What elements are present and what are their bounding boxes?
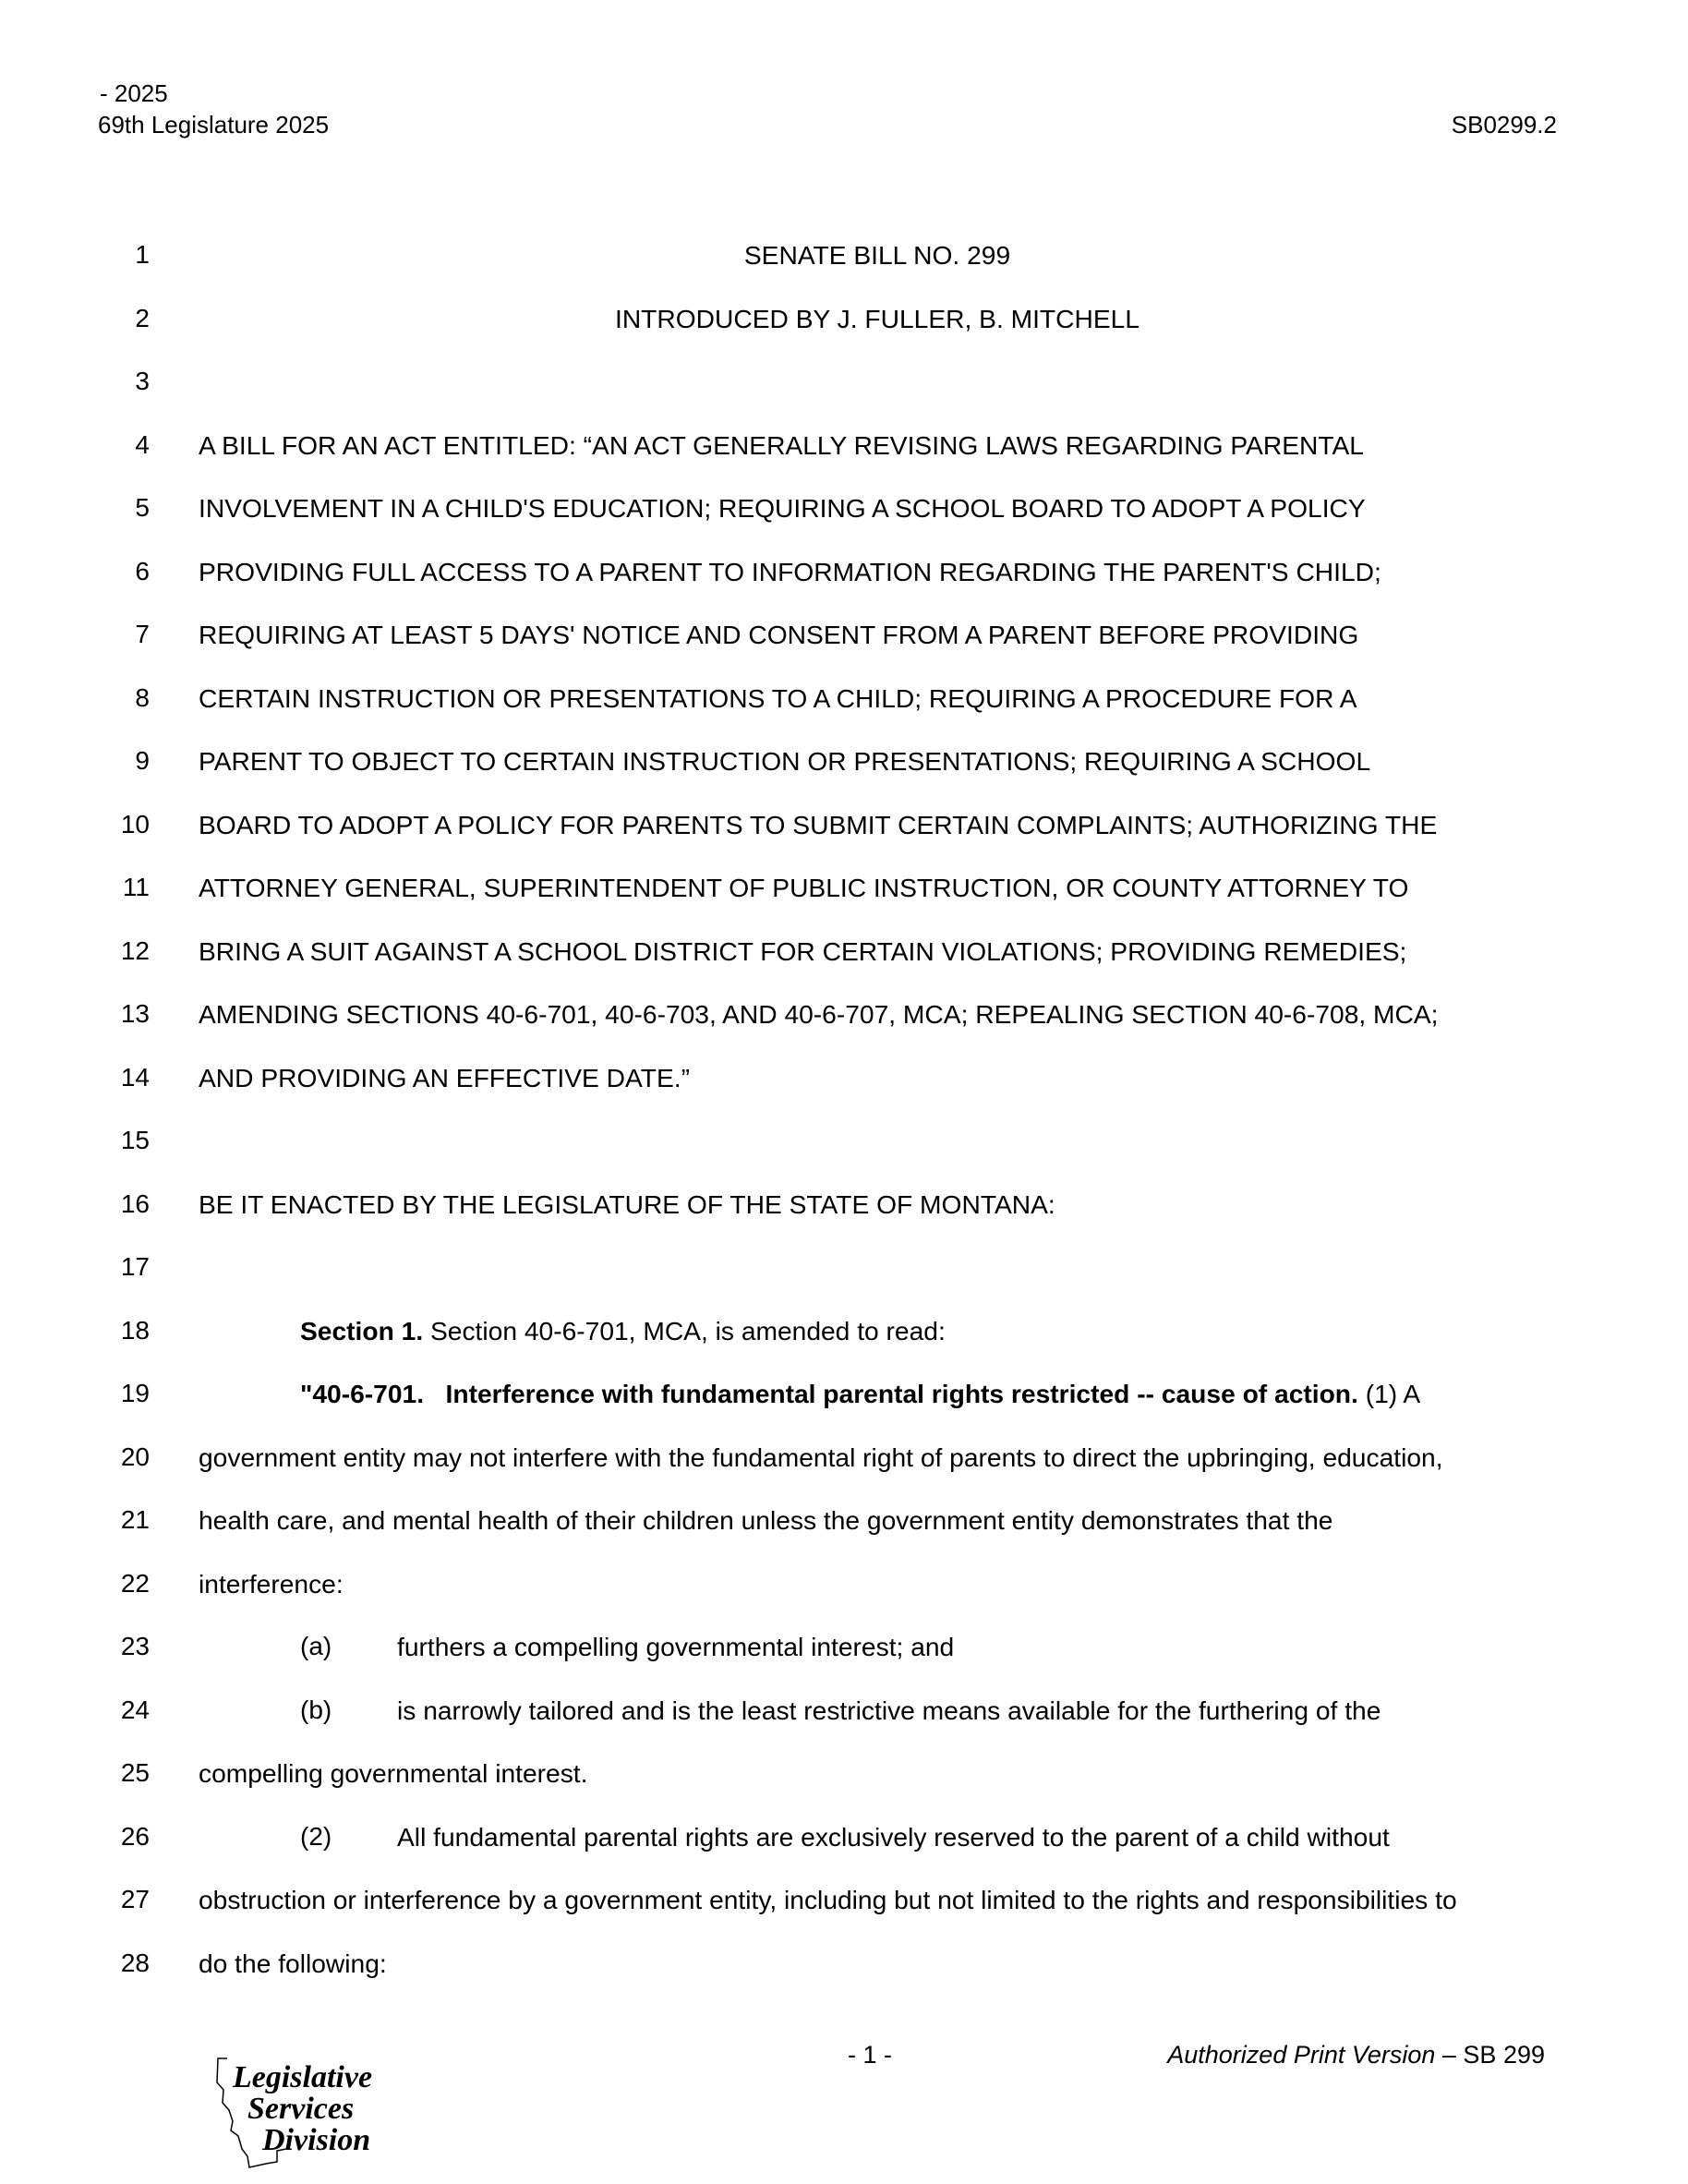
bill-line [0, 1628, 1688, 1665]
line-text: SENATE BILL NO. 299 [743, 240, 1011, 270]
bill-line [0, 1502, 1688, 1538]
bill-code: SB0299.2 [1451, 111, 1557, 139]
line-text [300, 1375, 1420, 1412]
line-text: REQUIRING AT LEAST 5 DAYS' NOTICE AND CONSENT FROM A PARENT BEFORE PROVIDING [199, 620, 1359, 649]
line-number: 25 [120, 1758, 150, 1787]
line-text [300, 1312, 946, 1349]
bill-line [0, 1375, 1688, 1412]
line-text: BOARD TO ADOPT A POLICY FOR PARENTS TO SUBMIT CERTAIN COMPLAINTS; AUTHORIZING THE [199, 809, 1438, 839]
line-text: BE IT ENACTED BY THE LEGISLATURE OF THE STATE OF MONTANA: [199, 1189, 1055, 1219]
line-number: 16 [120, 1189, 150, 1218]
line-text: health care, and mental health of their children unless the government entity demonstrates that the [199, 1505, 1333, 1535]
bill-line [0, 1249, 1688, 1285]
line-number: 5 [135, 493, 150, 522]
line-number: 7 [135, 620, 150, 648]
bill-line [0, 1059, 1688, 1096]
line-text: A BILL FOR AN ACT ENTITLED: “AN ACT GENERALLY REVISING LAWS REGARDING PARENTAL [199, 429, 1364, 460]
line-rest: (1) A [1357, 1379, 1421, 1408]
bill-line [0, 1312, 1688, 1349]
bill-line [0, 742, 1688, 779]
line-text: AND PROVIDING AN EFFECTIVE DATE.” [199, 1062, 690, 1092]
line-bold-heading: Section 1. [300, 1315, 424, 1345]
bill-line [0, 933, 1688, 970]
line-text: interference: [199, 1568, 344, 1599]
line-text: government entity may not interfere with the fundamental right of parents to direct the upbringing, education, [199, 1442, 1443, 1472]
line-number: 23 [120, 1632, 150, 1660]
print-version-italic: Authorized Print Version [1167, 2041, 1436, 2069]
bill-line [0, 427, 1688, 464]
bill-line [0, 1565, 1688, 1602]
bill-line [0, 363, 1688, 400]
line-number: 10 [120, 809, 150, 839]
line-number: 4 [135, 429, 150, 459]
bill-line [0, 995, 1688, 1032]
print-version-suffix: – SB 299 [1435, 2041, 1545, 2069]
line-number: 12 [120, 935, 150, 965]
line-number: 6 [135, 556, 150, 585]
legislative-services-division-logo [212, 2055, 397, 2166]
line-text: INVOLVEMENT IN A CHILD'S EDUCATION; REQUIRING A SCHOOL BOARD TO ADOPT A POLICY [199, 493, 1366, 523]
subsection-label: (2) [300, 1821, 332, 1851]
line-number: 11 [122, 873, 150, 901]
logo-text-services: Services [247, 2092, 355, 2126]
bill-line [0, 1945, 1688, 1982]
line-text: PARENT TO OBJECT TO CERTAIN INSTRUCTION OR PRESENTATIONS; REQUIRING A SCHOOL [199, 746, 1371, 776]
subsection-label: (a) [300, 1632, 332, 1660]
line-rest: Section 40-6-701, MCA, is amended to read: [423, 1315, 946, 1345]
line-number: 13 [120, 999, 150, 1028]
line-number: 22 [120, 1568, 150, 1598]
line-number: 19 [120, 1379, 150, 1407]
line-text: BRING A SUIT AGAINST A SCHOOL DISTRICT FOR CERTAIN VIOLATIONS; PROVIDING REMEDIES; [199, 935, 1407, 966]
draft-label: - 2025 [100, 79, 168, 107]
line-text: obstruction or interference by a government entity, including but not limited to the rights and responsibilities to [199, 1885, 1457, 1914]
line-text: ATTORNEY GENERAL, SUPERINTENDENT OF PUBLIC INSTRUCTION, OR COUNTY ATTORNEY TO [199, 873, 1409, 902]
bill-line [0, 1881, 1688, 1918]
bill-line [0, 553, 1688, 590]
line-number: 2 [135, 303, 150, 332]
line-number: 9 [135, 746, 150, 775]
logo-text-legislative: Legislative [233, 2060, 373, 2094]
line-text: AMENDING SECTIONS 40-6-701, 40-6-703, AND 40-6-707, MCA; REPEALING SECTION 40-6-708, MCA; [199, 999, 1439, 1029]
bill-line [0, 489, 1688, 526]
logo-text-division: Division [262, 2123, 371, 2157]
bill-line [0, 680, 1688, 717]
line-text: furthers a compelling governmental interest; and [397, 1632, 955, 1661]
bill-line [0, 1122, 1688, 1159]
line-number: 27 [120, 1885, 150, 1913]
bill-line [0, 1439, 1688, 1476]
bill-line [0, 1755, 1688, 1792]
line-number: 17 [120, 1252, 150, 1281]
bill-line [0, 869, 1688, 906]
line-bold-heading: "40-6-701. Interference with fundamental parental rights restricted -- cause of action. [300, 1379, 1358, 1408]
line-text: INTRODUCED BY J. FULLER, B. MITCHELL [614, 303, 1140, 333]
line-number: 8 [135, 682, 150, 712]
bill-line [0, 1692, 1688, 1729]
bill-line [0, 300, 1688, 337]
bill-line [0, 236, 1688, 273]
line-text: PROVIDING FULL ACCESS TO A PARENT TO INFORMATION REGARDING THE PARENT'S CHILD; [199, 556, 1381, 586]
line-number: 28 [120, 1948, 150, 1977]
line-number: 18 [120, 1315, 150, 1345]
line-number: 14 [120, 1062, 150, 1092]
line-number: 20 [120, 1442, 150, 1471]
line-text: is narrowly tailored and is the least restrictive means available for the furthering of the [397, 1695, 1381, 1725]
bill-line [0, 1818, 1688, 1855]
page-number: - 1 - [848, 2041, 893, 2069]
bill-line [0, 806, 1688, 843]
line-text: CERTAIN INSTRUCTION OR PRESENTATIONS TO A CHILD; REQUIRING A PROCEDURE FOR A [199, 682, 1357, 713]
line-number: 26 [120, 1821, 150, 1851]
bill-line [0, 616, 1688, 653]
line-text: do the following: [199, 1948, 387, 1978]
line-text: compelling governmental interest. [199, 1758, 588, 1788]
subsection-label: (b) [300, 1695, 332, 1724]
legislature-label: 69th Legislature 2025 [98, 111, 330, 139]
line-text: All fundamental parental rights are exclusively reserved to the parent of a child without [397, 1821, 1390, 1852]
line-number: 24 [120, 1695, 150, 1724]
line-number: 21 [120, 1505, 150, 1534]
print-version-label [1167, 2041, 1545, 2069]
line-number: 15 [120, 1126, 150, 1154]
line-number: 1 [135, 240, 150, 269]
bill-line [0, 1186, 1688, 1223]
line-number: 3 [135, 367, 150, 395]
